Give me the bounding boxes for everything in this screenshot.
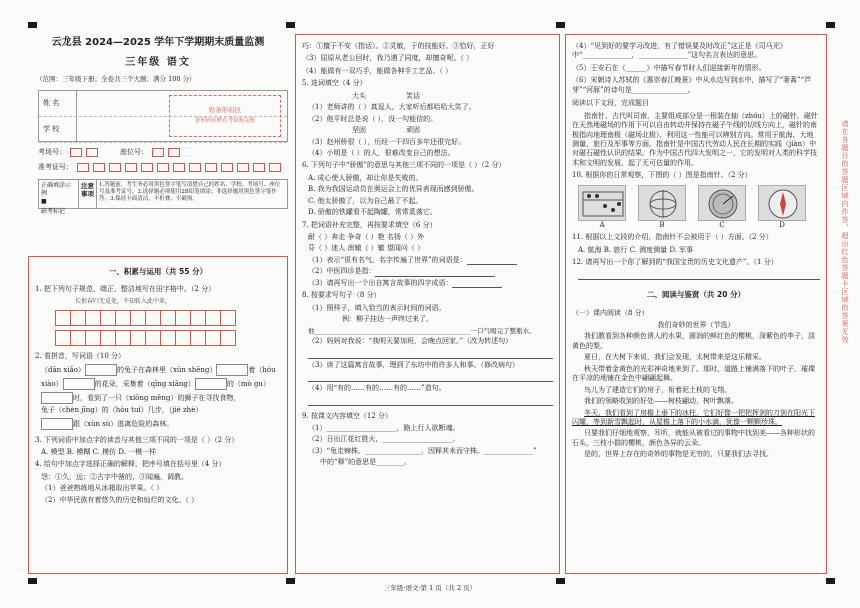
armillary-image[interactable] [638,185,686,221]
pinyin: 的花朵，采集着（qīng xiāng） [94,380,195,389]
answer-line[interactable] [467,257,517,265]
id-box[interactable] [125,163,137,172]
q3-options: A. 模型 B. 模糊 C. 模仿 D. 一模一样 [41,447,157,456]
registration-mark [826,22,835,28]
article-paragraph: 夏日，在大树下来说，我们会发现，太树带来是这乐精采。 [584,353,766,362]
word: 坚固 [352,126,366,135]
q9-5[interactable]: （5）王安石在《______》中描写春节时人们迎接新年的情形。 [572,63,766,72]
article-paragraph: 是的，世界上存在的奇妙的事物是无穷的，只要我们去寻找。 [584,450,773,459]
id-box[interactable] [189,163,201,172]
q6-c: C. 他太骄傲了，以为自己最了不起。 [308,196,423,205]
q2: 2. 看拼音，写词语（10 分） [35,351,126,360]
id-box[interactable] [141,163,153,172]
header-column [28,30,288,215]
tian-grid-row-2[interactable] [55,330,281,346]
id-box[interactable] [77,163,89,172]
seat-no-box[interactable] [168,148,180,157]
id-box[interactable] [269,163,281,172]
q9-4[interactable]: （4）“见到好的要学习改进，有了错误要及时改正”这正是《司马光》中“______________，______________”这句名言表达的意思。 [572,42,787,60]
notice-text: 1.答题前，考生务必用黑色签字笔写清楚自己的姓名、学校、考场号、座位号及准考证号。2.选择题必须使用2B铅笔填涂；非选择题用黑色签字笔作答。3.保持卡面清洁，不折叠、不破损。 [99,181,281,203]
barcode-area [169,95,281,137]
exam-no-box[interactable] [70,148,82,157]
article-paragraph: 只要我们仔细地观察，耳听，就能从被看过的事物中找到美——各种形状的石头，三枝小群的樱桃，颜色各异的云朵。 [572,429,815,447]
answer-line[interactable] [375,269,495,277]
answer-line[interactable] [452,280,502,288]
q4: 4. 给句中加点字选择正确的解释，把序号填在括号里（4 分） [35,460,226,469]
reading-intro: 阅读以下文段，完成题目 [572,99,649,108]
id-box[interactable] [205,163,217,172]
q9-3[interactable]: （3）“兔走棘株，________________，因释其耒而守株。______________” [308,446,537,455]
exam-no-label: 考场号： [38,147,66,156]
pinyin: xiào） [41,380,63,389]
notice-box [38,179,288,215]
exam-subtitle: 三年级 语文 [125,56,191,68]
q5: 5. 选词填空（4 分） [302,79,367,88]
q7-1-text: （1）表示“很有名气，名字传遍了世界”的词语是： [308,255,467,264]
option-label: C [719,220,725,229]
school-label: 学 校 [39,117,77,142]
pinyin: 的兔子在森林里（xūn shēng） [116,366,217,375]
q2-line5 [41,418,281,430]
id-box[interactable] [253,163,265,172]
answer-line[interactable] [308,396,553,406]
compass-images [578,185,820,230]
q10: 10. 根据你的日常观察，下图的（ ）图是指南针。（2 分） [572,171,752,180]
pinyin: 跟（xùn sù）逃离危险的森林。 [73,419,174,428]
q4-3: （3）屈原从老公回时，我乃遇了同度，却擅奇呢。（ ） [302,54,474,63]
abacus-image[interactable] [578,185,626,221]
q9: 9. 按课文内容填空（12 分） [302,411,393,420]
seat-no-box[interactable] [152,148,164,157]
q2-line2 [41,378,281,390]
answer-box[interactable] [195,378,227,390]
q11-options: A. 航海 B. 旅行 C. 测度测量 D. 军事 [578,245,694,254]
q6: 6. 下列句子中“骄傲”的意思与其他三项不同的一项是（ ）（2 分） [302,161,506,170]
fill-example-label: 正确填涂示例 [41,181,72,197]
q7-1 [308,256,553,265]
barcode-note: 条形码应贴在考试相关框 [194,117,256,124]
article-paragraph: 秋天带着金黄色的光彩神奇地来到了。那时，道路上铺满落下的叶子，璀璨在平凉的地铺在金色中翩翩起舞。 [572,364,815,383]
q7-3 [308,279,553,288]
exam-seat-row [38,148,288,157]
exam-range: （范围：三年级下册；全卷共三个大题；满分 100 分） [36,75,196,83]
exam-no-box[interactable] [86,148,98,157]
q2-line3 [41,392,281,404]
q5-words-2 [352,126,553,135]
q8-1: （1）照样子，填入恰当的表示时间的词语。 [308,303,446,312]
column-3 [565,34,827,574]
id-box[interactable] [237,163,249,172]
section1-heading: 一、积累与运用（共 55 分） [108,267,208,276]
seat-no-label: 座位号： [120,147,148,156]
q8: 8. 按要求写句子（8 分） [302,291,381,300]
word: 大头 [352,91,366,100]
answer-box[interactable] [85,364,117,376]
q5-4: （4）小明是（ ）的人，很难改变自己的想法。 [308,148,455,157]
id-box[interactable] [173,163,185,172]
answer-line[interactable] [308,372,553,382]
q8-4: （4）用“有的……有的……有的……”造句。 [308,384,446,393]
answer-box[interactable] [41,392,73,404]
article-paragraph-underlined: 冬天，我们看到了房檐上垂下的冰柱，它们好像一把把挥剑的刀剑在阳光下闪耀，等到新雪飘起时，从屋檐上落下的小水滴，犹像一颗颗珍珠。 [572,408,815,426]
fill-example [39,180,79,215]
q7-2 [308,267,553,276]
q1-hint: 长恨春归无觅处，不知转入此中来。 [75,297,172,305]
q9-1[interactable]: （1）____________________，路上行人欲断魂。 [308,424,460,433]
absent-label: 缺考标记 [41,207,66,215]
notice-label: 注意事项 [79,180,97,208]
column-2 [295,34,560,574]
answer-area-warning: 请在各题目的答题区域内作答，超出红色答题卡区域的答案无效 [841,120,849,344]
q7-row1: 耐（ ）奔走 争奇（ ）艳 名扬（ ）外 [308,233,425,241]
name-label: 姓 名 [39,91,77,116]
word: 顽固 [406,126,420,135]
answer-line[interactable] [578,270,820,280]
id-label: 准考证号： [38,163,73,172]
reading-passage: 指南针，古代叫司南，主要组成部分是一根装在轴（zhóu）上的磁针，磁针在天然地磁场的作用下可以自由转动并保持在磁子午线的切线方向上，磁针的南极指向地理南极（磁场北极），利用这一性能可以辨别方向。常用于航海、大地测量、旅行及军事等方面。指南针是中国古代劳动人民在长期的实践（jiàn）中对磁石磁性认识的结果。作为中国古代四大发明之一，它的发明对人类的科学技术和文明的发展，起了无可估量的作用。 [572,111,818,167]
registration-mark [286,22,295,28]
q3: 3. 下列词语中加点字的读音与其他三项不同的一项是（ ）（2 分） [35,435,239,444]
q11: 11. 根据以上文段的介绍，指南针不会被用于（ ）方面。（2 分） [572,233,773,242]
id-row [38,163,288,172]
answer-box[interactable] [63,378,95,390]
section2-heading: 二、阅读与鉴赏（共 20 分） [646,290,746,300]
q8-1-blank[interactable]: 他________________________________________________一口气喝完了整瓶水。 [308,326,536,335]
word: 笑话 [406,91,420,100]
q4-2: （2）中华民族有着悠久的历史和灿烂的文化。（ ） [41,495,199,504]
q6-a: A. 成心使人骄傲，却让你是失败的。 [308,173,423,182]
q9-6[interactable]: （6）宋朝诗人苏轼的《惠崇春江晚景》中从水边写到水中，描写了“蒌蒿”“芦芽”“河豚”的诗句是________________。 [572,76,812,94]
q6-d: D. 骄傲的铁罐看不起陶罐，常常奚落它。 [308,208,437,217]
q8-1-example: 例：柳子挂达一声终过来了。 [342,315,433,324]
q2-line1 [41,364,281,376]
q9-3b[interactable]: 中的“释”的意思是________。 [320,458,412,467]
answer-box[interactable] [216,364,248,376]
q12: 12. 请再写出一个你了解到的“我国宝贵的历史文化遗产”。（1 分） [572,258,778,266]
q5-words [352,92,553,101]
compass-image[interactable] [758,185,806,221]
q8-3: （3）读了这篇寓言故事，理到了东坊中的许多人和事。（修改病句） [308,360,519,369]
sundial-image[interactable] [698,185,746,221]
q9-2[interactable]: （2）日出江花红胜火，____________________。 [308,435,460,444]
q5-1: （1）老师讲的（ ）真逗人，大家听后都哈哈大笑了。 [308,103,476,112]
registration-mark [556,22,565,28]
pinyin: 时，看到了一只（xiōng měng）的狮子在寻找食物， [73,394,241,403]
q2-line4 [41,406,281,415]
q7-row2: 芬（ ）迷人 南辕（ ）辙 望闻问（ ） [308,244,425,253]
answer-box[interactable] [41,418,73,430]
fill-sample: ■ [41,197,47,205]
q4-definition: 巧：①擅于不安（指话）。②灵敏，于的技能好。③恰好，正好 [302,42,495,50]
subsection-1: （一）课内阅读（8 分） [572,308,649,317]
q7-3-text: （3）请再写出一个出自寓言故事的四字成语： [308,278,453,287]
tian-grid-row-1[interactable] [55,310,281,326]
article-title: 我们奇妙的世界（节选） [657,321,735,329]
pinyin: （dān xiǎo） [41,366,85,375]
q4-4: （4）能做有一双巧手，能做各种手工艺品。（ ） [302,66,453,75]
page-footer: 三年级·语文·第 1 页（共 2 页） [383,584,477,592]
q4-options: 怨：①久，远；②古字中凿的、③闻遍，调教。 [41,472,188,481]
id-box[interactable] [93,163,105,172]
exam-title: 云龙县 2024—2025 学年下学期期末质量监测 [51,37,265,48]
pinyin: 的（mò gu） [226,380,270,389]
pinyin: 着（hóu [248,366,276,375]
article-paragraph: 我们教看到各种颜色诱人的水果，圆润的鲜红色的樱桃，深紫色的李子，淡黄色的梨。 [572,332,815,350]
q8-2: （2）妈妈对我说：“我明天要加班，会晚点回家。”（改为转述句） [308,337,513,346]
option-label: A [599,220,605,229]
article-paragraph: 鸟儿为了建造它们的房子，衔着泥土枝的飞翔。 [584,385,731,394]
article-paragraph: 我们的领略收到的好处——树枝翩动，树叶飘落。 [584,397,738,406]
answer-line[interactable] [308,349,553,359]
q6-b: B. 我为我国运动员在奥运会上的优异表现而感到骄傲。 [308,185,479,194]
pinyin: 兔子（chèn jīng）的（hòu tuì）几步，（jié zhè） [41,406,203,415]
section1-box [28,256,288,574]
q5-2: （2）他平时总是说（ ），没一句能信的。 [308,114,438,123]
q5-3: （3）赵州桥很（ ），历经一千四百多年还很完好。 [308,137,466,146]
option-label: B [659,220,665,229]
q7: 7. 把词语补充完整，再按要求填空（6 分） [302,220,437,229]
id-box[interactable] [109,163,121,172]
student-info-box [38,90,288,142]
q7-2-text: （2）中医四诊是指： [308,267,376,276]
barcode-title: 贴条形码区 [208,105,242,114]
q1: 1. 把下列句子规范、端正、整洁地写在田字格中。（2 分） [35,285,216,294]
id-box[interactable] [221,163,233,172]
id-box[interactable] [157,163,169,172]
registration-mark [28,22,37,28]
q4-1: （1）爸爸熟练地从冰箱取出苹果。（ ） [41,484,164,493]
option-label: D [779,220,785,229]
